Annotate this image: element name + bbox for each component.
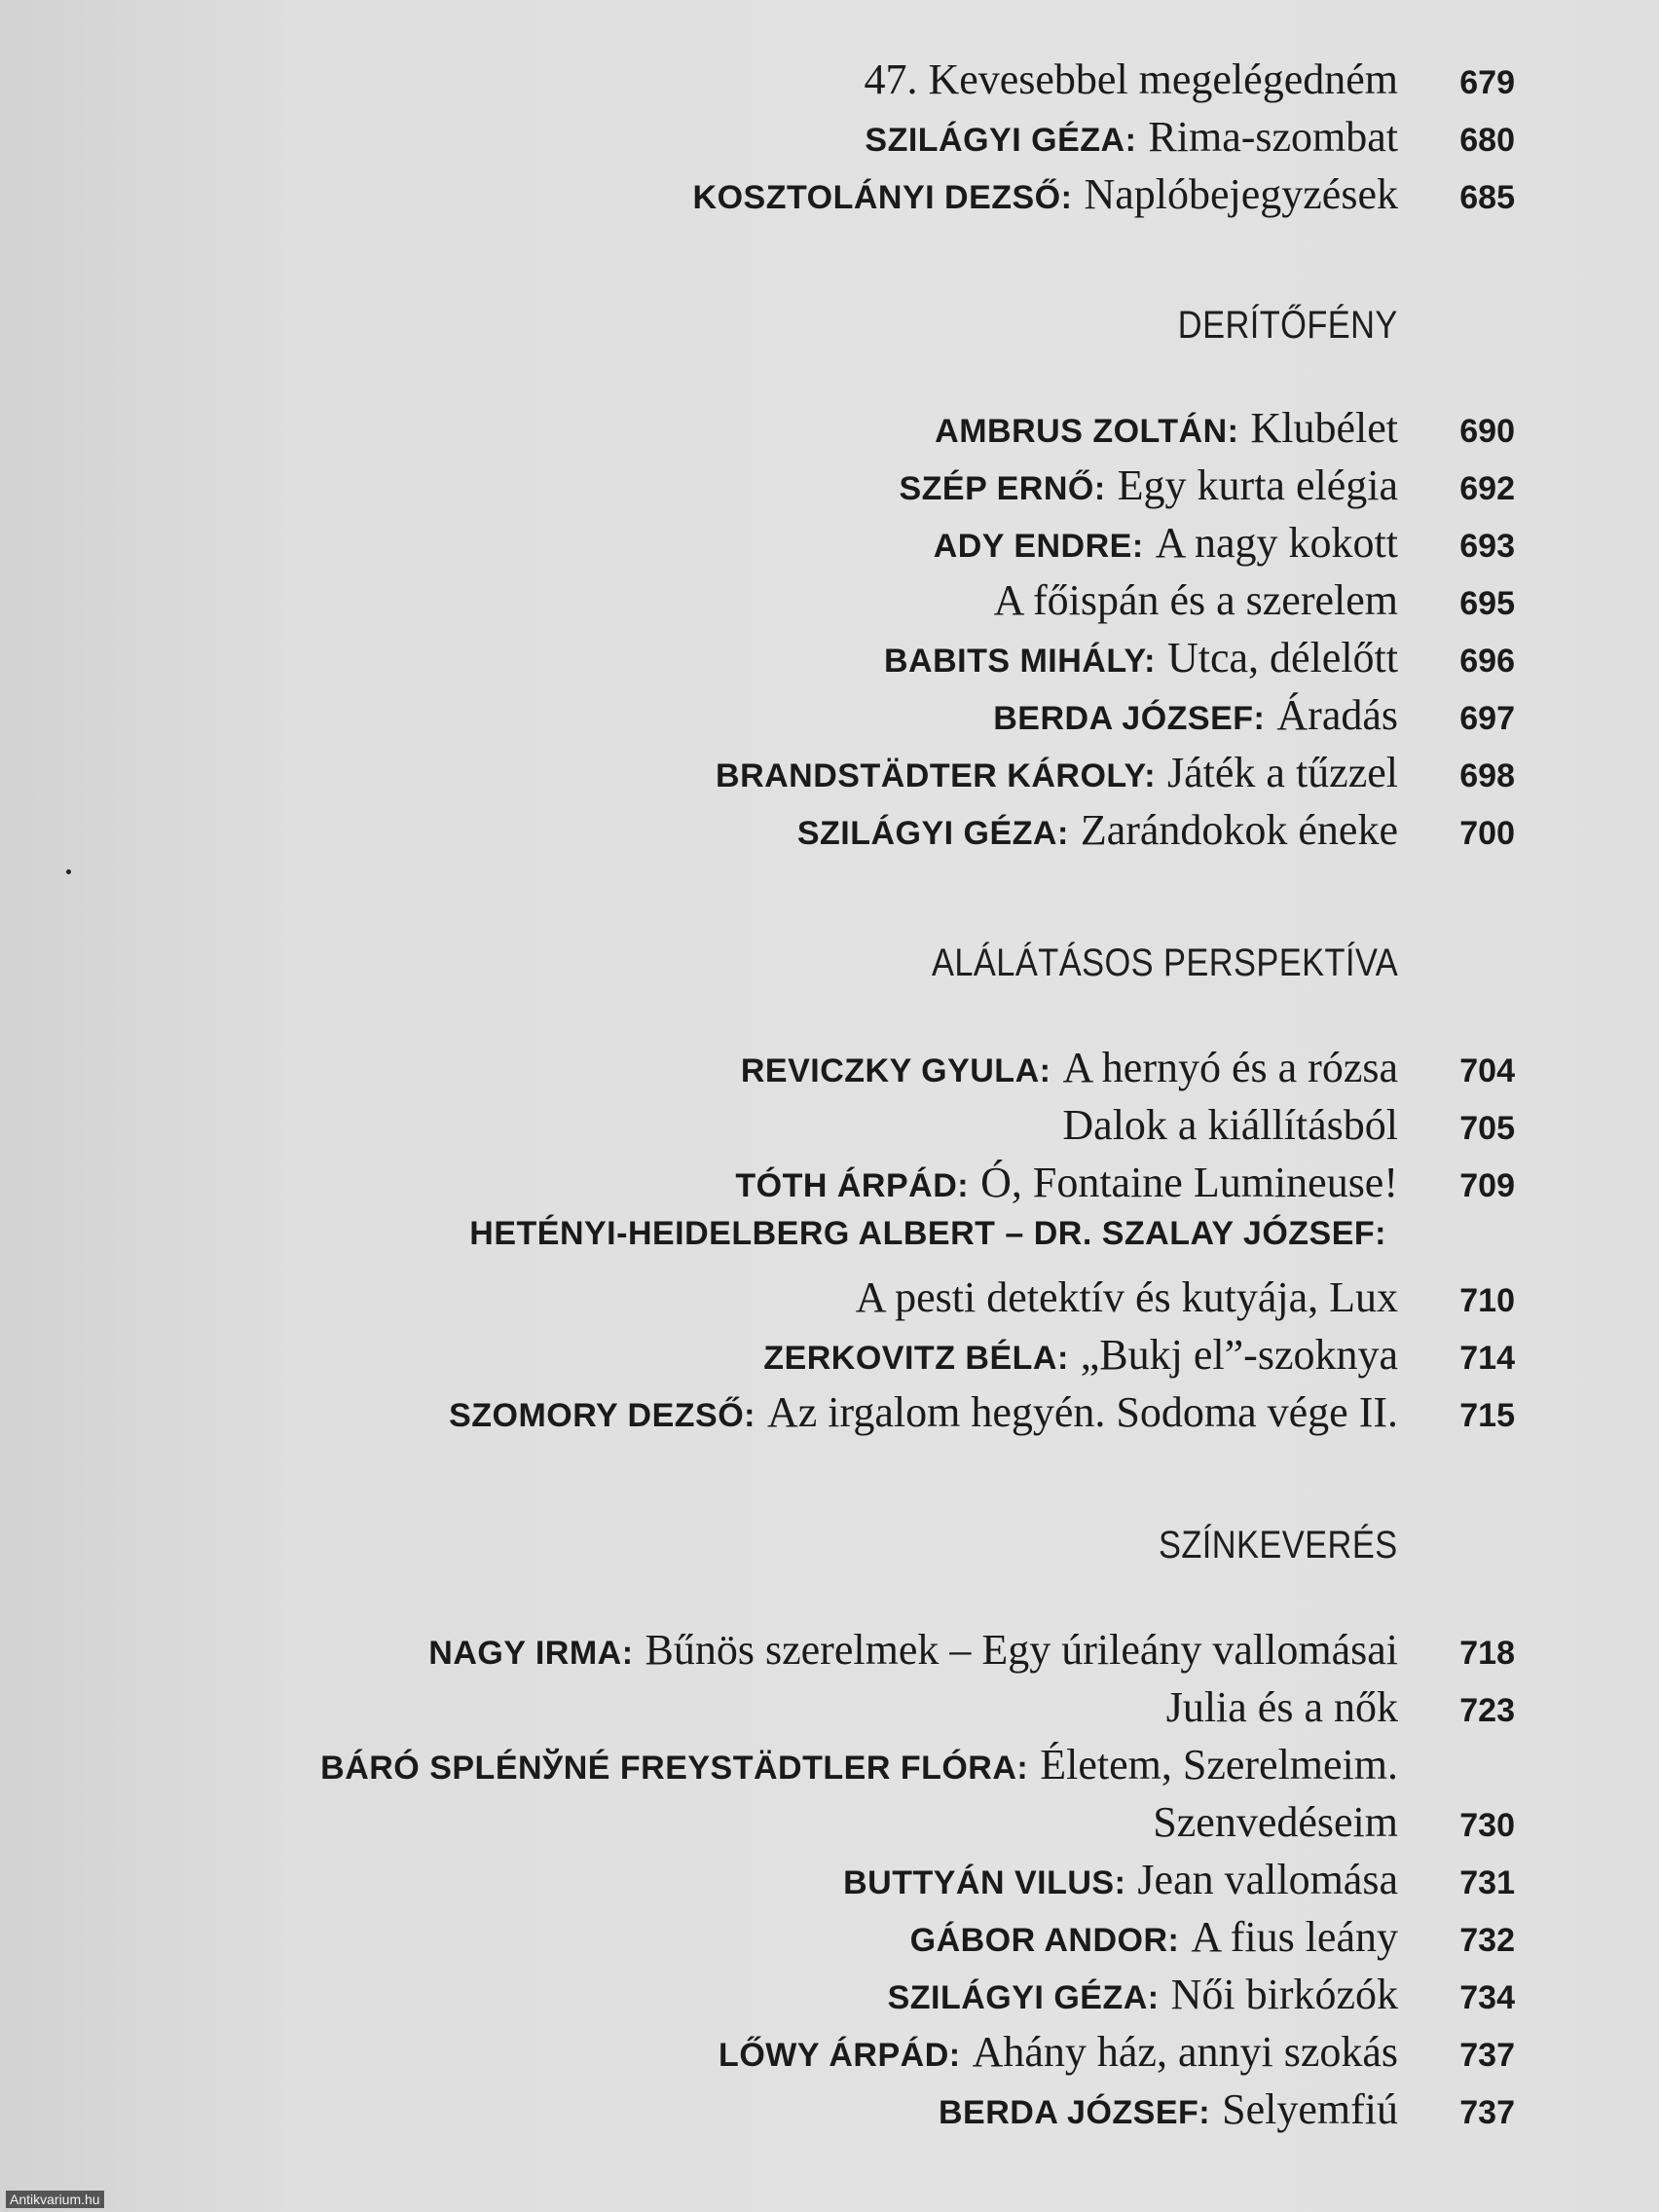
entry-page: 714	[1459, 1340, 1515, 1377]
entry-page: 715	[1459, 1397, 1515, 1434]
section-heading: ALÁLÁTÁSOS PERSPEKTÍVA	[931, 941, 1398, 984]
entry-author: KOSZTOLÁNYI DEZSŐ:	[692, 179, 1073, 216]
entry-title: Játék a tűzzel	[1167, 749, 1398, 796]
toc-entry	[843, 1855, 1515, 1911]
entry-page: 723	[1459, 1692, 1515, 1729]
entry-title: Naplóbejegyzések	[1084, 170, 1398, 218]
toc-entry	[741, 1043, 1515, 1099]
entry-title: A fius leány	[1191, 1913, 1398, 1961]
ink-speck	[66, 869, 71, 874]
entry-author: BUTTYÁN VILUS:	[843, 1864, 1126, 1901]
toc-entry	[797, 805, 1515, 862]
entry-title: Julia és a nők	[1165, 1683, 1398, 1731]
entry-author: BABITS MIHÁLY:	[883, 643, 1156, 680]
watermark: Antikvarium.hu	[6, 2191, 104, 2208]
entry-page: 718	[1459, 1635, 1515, 1672]
toc-entry	[865, 112, 1515, 168]
entry-page: 697	[1459, 700, 1515, 737]
entry-title: Egy kurta elégia	[1117, 461, 1398, 509]
entry-title: Bűnös szerelmek – Egy úrileány vallomásai	[645, 1626, 1398, 1674]
toc-entry	[428, 1625, 1515, 1681]
toc-entry	[994, 575, 1515, 632]
toc-entry	[864, 55, 1515, 111]
entry-author: BERDA JÓZSEF:	[938, 2094, 1211, 2131]
entry-page: 732	[1459, 1922, 1515, 1959]
toc-entry	[449, 1387, 1515, 1444]
toc-entry	[910, 1912, 1515, 1969]
toc-entry	[1153, 1797, 1515, 1854]
entry-title: A nagy kokott	[1155, 519, 1398, 567]
entry-page: 705	[1459, 1110, 1515, 1147]
entry-author: REVICZKY GYULA:	[740, 1052, 1051, 1089]
entry-title: Az irgalom hegyén. Sodoma vége II.	[766, 1388, 1398, 1436]
entry-author: LŐWY ÁRPÁD:	[719, 2037, 961, 2074]
entry-title: Női birkózók	[1170, 1971, 1398, 2018]
entry-title: Ahány ház, annyi szokás	[972, 2028, 1398, 2076]
toc-entry	[1166, 1682, 1515, 1739]
entry-title: Áradás	[1276, 691, 1398, 739]
entry-page: 692	[1459, 470, 1515, 507]
toc-entry	[884, 633, 1515, 689]
entry-author: SZÉP ERNŐ:	[899, 470, 1106, 507]
section-heading: DERÍTŐFÉNY	[1177, 304, 1398, 347]
entry-page: 737	[1459, 2037, 1515, 2074]
entry-page: 737	[1459, 2094, 1515, 2131]
toc-entry	[735, 1158, 1515, 1214]
entry-author: ADY ENDRE:	[933, 528, 1144, 565]
entry-page: 734	[1459, 1979, 1515, 2016]
toc-entry	[469, 1215, 1515, 1272]
entry-title: A főispán és a szerelem	[993, 576, 1398, 624]
entry-title: Klubélet	[1250, 404, 1398, 452]
toc-entry	[856, 1272, 1515, 1329]
entry-page: 679	[1459, 64, 1515, 101]
entry-title: Rima-szombat	[1148, 113, 1398, 161]
entry-page: 730	[1459, 1807, 1515, 1844]
entry-title: Ó, Fontaine Lumineuse!	[980, 1159, 1398, 1206]
entry-title: Dalok a kiállításból	[1062, 1101, 1398, 1149]
entry-page: 710	[1459, 1282, 1515, 1319]
entry-author: TÓTH ÁRPÁD:	[735, 1167, 970, 1204]
toc-entry	[899, 461, 1515, 517]
toc-entry	[763, 1330, 1515, 1386]
entry-author: ZERKOVITZ BÉLA:	[763, 1340, 1069, 1377]
entry-author: BERDA JÓZSEF:	[993, 700, 1266, 737]
entry-page: 680	[1459, 122, 1515, 159]
entry-page: 700	[1459, 815, 1515, 852]
entry-page: 690	[1459, 413, 1515, 450]
toc-entry	[320, 1740, 1515, 1796]
entry-title: Selyemfiú	[1222, 2085, 1398, 2133]
entry-title: Utca, délelőtt	[1166, 634, 1398, 682]
entry-author: NAGY IRMA:	[428, 1635, 634, 1672]
toc-entry	[1062, 1100, 1515, 1157]
toc-entry	[693, 169, 1515, 226]
entry-page: 693	[1459, 528, 1515, 565]
entry-title: Szenvedéseim	[1153, 1798, 1398, 1846]
entry-page: 685	[1459, 179, 1515, 216]
toc-entry	[935, 403, 1515, 460]
toc-entry	[939, 2084, 1515, 2141]
entry-title: Jean vallomása	[1137, 1856, 1398, 1903]
entry-page: 731	[1459, 1864, 1515, 1901]
entry-author: AMBRUS ZOLTÁN:	[935, 413, 1239, 450]
toc-entry	[716, 748, 1515, 804]
entry-page: 698	[1459, 757, 1515, 794]
toc-entry	[934, 518, 1515, 574]
entry-title: „Bukj el”-szoknya	[1080, 1331, 1398, 1379]
section-heading: SZÍNKEVERÉS	[1159, 1524, 1398, 1567]
entry-author: SZOMORY DEZSŐ:	[449, 1397, 756, 1434]
entry-author: SZILÁGYI GÉZA:	[796, 815, 1069, 852]
entry-author: GÁBOR ANDOR:	[909, 1922, 1180, 1959]
toc-entry	[993, 690, 1515, 747]
entry-author: SZILÁGYI GÉZA:	[865, 122, 1137, 159]
toc-entry	[888, 1970, 1515, 2026]
entry-page: 704	[1459, 1052, 1515, 1089]
toc-entry	[719, 2027, 1515, 2083]
entry-page: 696	[1459, 643, 1515, 680]
entry-title: A hernyó és a rózsa	[1062, 1044, 1398, 1091]
entry-title: Zarándokok éneke	[1080, 806, 1398, 854]
entry-title: Életem, Szerelmeim.	[1040, 1741, 1398, 1788]
entry-author: BÁRÓ SPLÉNЎNÉ FREYSTÄDTLER FLÓRA:	[320, 1750, 1029, 1787]
entry-author: BRANDSTÄDTER KÁROLY:	[716, 757, 1157, 794]
entry-title: 47. Kevesebbel megelégedném	[864, 55, 1398, 103]
entry-title: A pesti detektív és kutyája, Lux	[855, 1273, 1398, 1321]
entry-page: 695	[1459, 585, 1515, 622]
entry-author: SZILÁGYI GÉZA:	[887, 1979, 1160, 2016]
entry-page: 709	[1459, 1167, 1515, 1204]
entry-author: HETÉNYI-HEIDELBERG ALBERT – DR. SZALAY JÓZSEF:	[469, 1215, 1386, 1252]
